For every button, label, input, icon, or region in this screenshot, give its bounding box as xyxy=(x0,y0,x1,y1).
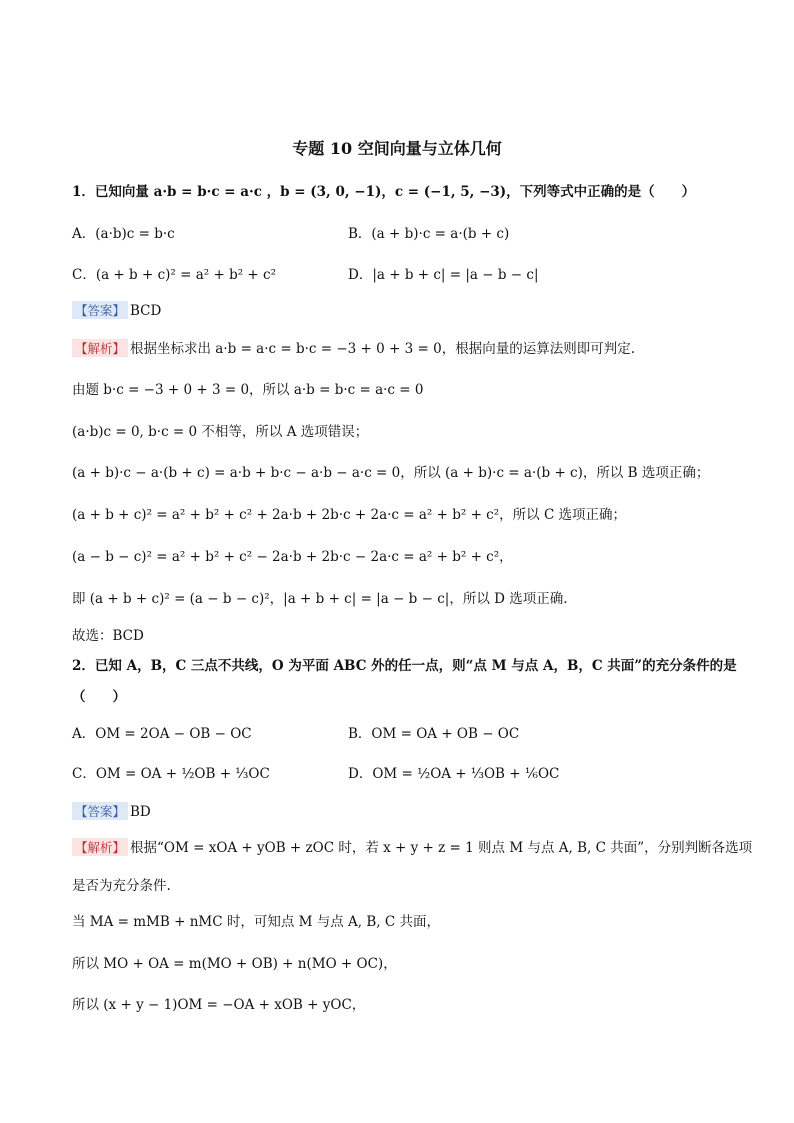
q1-solution-line-7: 即 (a + b + c)² = (a − b − c)²，|a + b + c| = |a − b − c|，所以 D 选项正确. xyxy=(72,591,568,607)
q1-answer-line xyxy=(72,301,161,319)
q1-solution-line-8: 故选：BCD xyxy=(72,628,144,644)
q2-answer-line xyxy=(72,802,151,820)
q2-option-a: A．OM = 2OA − OB − OC xyxy=(72,726,252,742)
q1-option-a: A．(a·b)c = b·c xyxy=(72,226,175,242)
q2-option-c: C．OM = OA + ½OB + ⅓OC xyxy=(72,766,270,782)
question-1-stem: 1．已知向量 a·b = b·c = a·c ，b = (3, 0, −1)，c = (−1, 5, −3)，下列等式中正确的是（ ） xyxy=(72,184,696,200)
q2-option-b: B．OM = OA + OB − OC xyxy=(348,726,520,742)
q1-option-b: B．(a + b)·c = a·(b + c) xyxy=(348,226,510,242)
q1-solution-line-3: (a·b)c = 0, b·c = 0 不相等，所以 A 选项错误； xyxy=(72,424,369,440)
q2-solution-text-1: 根据“OM = xOA + yOB + zOC 时，若 x + y + z = 1 则点 M 与点 A, B, C 共面”，分别判断各选项 xyxy=(130,840,753,856)
q2-solution-line-4: 所以 MO + OA = m(MO + OB) + n(MO + OC)， xyxy=(72,956,397,972)
solution-tag: 【解析】 xyxy=(72,339,128,357)
answer-tag: 【答案】 xyxy=(72,802,128,820)
q1-solution-line-5: (a + b + c)² = a² + b² + c² + 2a·b + 2b·c + 2a·c = a² + b² + c²，所以 C 选项正确； xyxy=(72,507,627,523)
q2-answer: BD xyxy=(130,804,151,820)
q1-option-d: D．|a + b + c| = |a − b − c| xyxy=(348,267,539,283)
q1-solution-line-4: (a + b)·c − a·(b + c) = a·b + b·c − a·b − a·c = 0，所以 (a + b)·c = a·(b + c)，所以 B 选项正确； xyxy=(72,465,710,481)
q1-solution-text-1: 根据坐标求出 a·b = a·c = b·c = −3 + 0 + 3 = 0，根据向量的运算法则即可判定. xyxy=(130,341,636,357)
q1-solution-line-2: 由题 b·c = −3 + 0 + 3 = 0，所以 a·b = b·c = a·c = 0 xyxy=(72,382,424,398)
q1-solution-line-6: (a − b − c)² = a² + b² + c² − 2a·b + 2b·c − 2a·c = a² + b² + c²， xyxy=(72,549,513,565)
q1-answer: BCD xyxy=(130,303,162,319)
q2-solution-line-3: 当 MA = mMB + nMC 时，可知点 M 与点 A, B, C 共面， xyxy=(72,914,440,930)
page-title: 专题 10 空间向量与立体几何 xyxy=(292,139,502,158)
q2-solution-line-5: 所以 (x + y − 1)OM = −OA + xOB + yOC， xyxy=(72,997,366,1013)
answer-tag: 【答案】 xyxy=(72,301,128,319)
q1-option-c: C．(a + b + c)² = a² + b² + c² xyxy=(72,267,276,283)
q2-solution-line-1 xyxy=(72,836,752,856)
solution-tag: 【解析】 xyxy=(72,838,128,856)
q1-solution-line-1 xyxy=(72,337,635,357)
question-2-stem: 2．已知 A，B，C 三点不共线，O 为平面 ABC 外的任一点，则“点 M 与点 A，B，C 共面”的充分条件的是 xyxy=(72,658,737,674)
q2-option-d: D．OM = ½OA + ⅓OB + ⅙OC xyxy=(348,766,560,782)
q2-solution-line-2: 是否为充分条件. xyxy=(72,878,171,894)
question-2-stem-bracket: （ ） xyxy=(72,689,126,705)
